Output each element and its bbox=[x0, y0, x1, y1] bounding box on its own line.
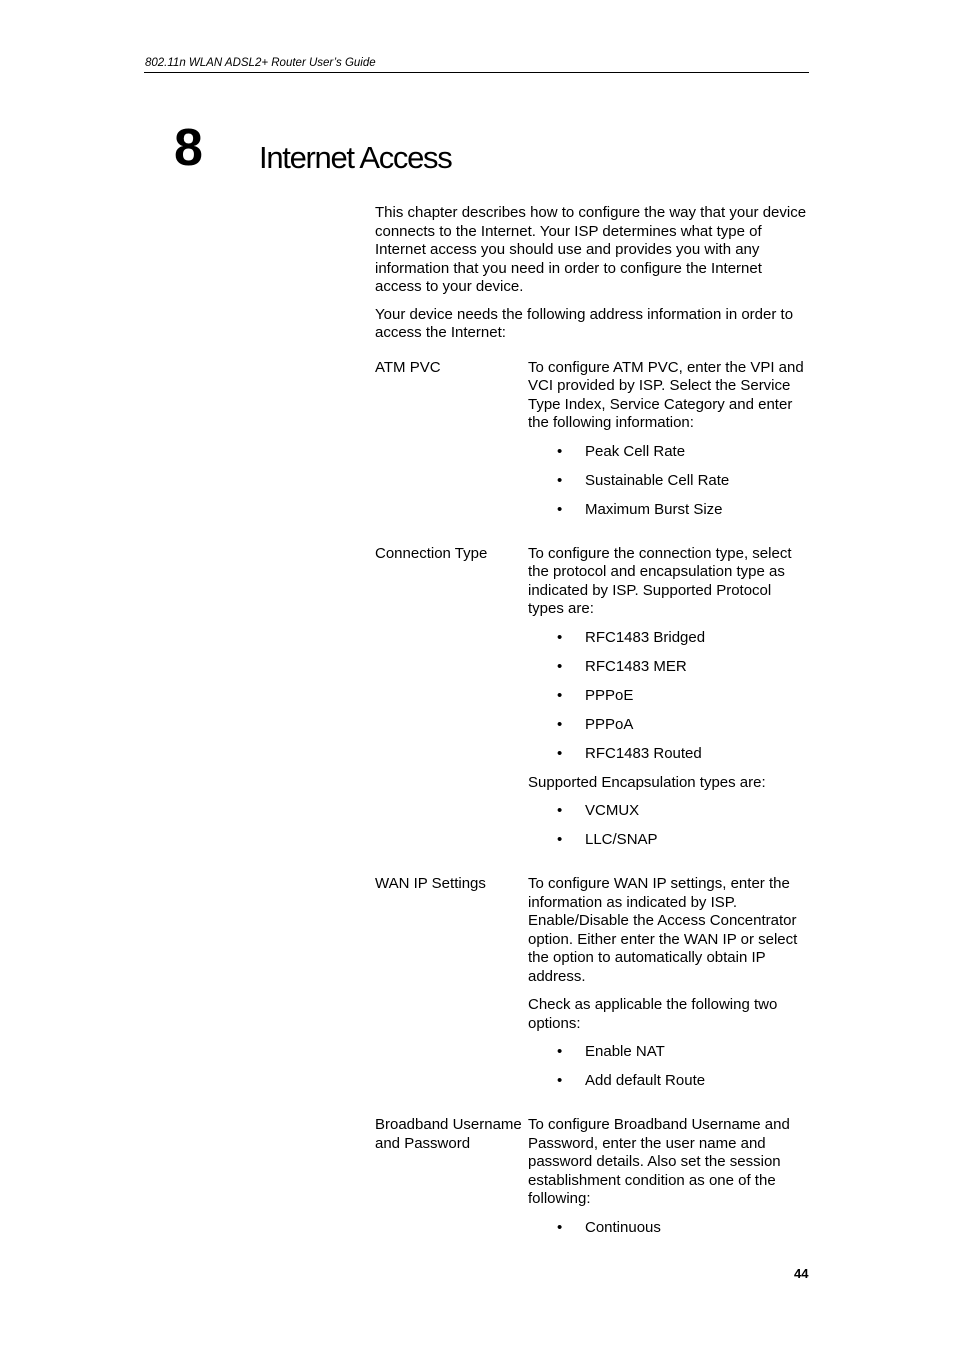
header-rule bbox=[144, 72, 809, 73]
running-header: 802.11n WLAN ADSL2+ Router User’s Guide bbox=[145, 57, 376, 69]
list-item: • Sustainable Cell Rate bbox=[557, 471, 730, 489]
list-item: • RFC1483 MER bbox=[557, 657, 687, 675]
bullet-list bbox=[528, 629, 810, 764]
list-item: • Peak Cell Rate bbox=[557, 442, 686, 460]
chapter-title: Internet Access bbox=[259, 140, 452, 175]
page-number: 44 bbox=[794, 1266, 809, 1281]
definition-term: Broadband Username and Password bbox=[375, 1116, 522, 1152]
definition-entry-atm-pvc bbox=[375, 359, 810, 530]
list-item: • RFC1483 Routed bbox=[557, 744, 702, 762]
definition-description bbox=[528, 359, 810, 530]
definition-entry-connection-type bbox=[375, 545, 810, 861]
definition-entry-broadband-credentials bbox=[375, 1116, 810, 1248]
definition-description bbox=[528, 1116, 810, 1248]
definition-description bbox=[528, 545, 810, 861]
bullet-icon: • bbox=[557, 1072, 563, 1089]
bullet-icon: • bbox=[557, 500, 563, 518]
bullet-icon: • bbox=[557, 657, 563, 675]
list-item: • Add default Route bbox=[557, 1072, 706, 1089]
bullet-icon: • bbox=[557, 442, 563, 460]
chapter-body bbox=[375, 204, 810, 1248]
description-paragraph: To configure ATM PVC, enter the VPI and VCI provided by ISP. Select the Service Type Index, Service Category and enter the following information: bbox=[528, 358, 804, 431]
list-item: • RFC1483 Bridged bbox=[557, 628, 706, 646]
description-paragraph: Supported Encapsulation types are: bbox=[528, 773, 766, 791]
chapter-number: 8 bbox=[174, 119, 203, 177]
list-item: • Continuous bbox=[557, 1218, 661, 1236]
list-item: • Maximum Burst Size bbox=[557, 500, 723, 518]
bullet-icon: • bbox=[557, 1218, 563, 1236]
bullet-list bbox=[528, 1043, 810, 1091]
bullet-list bbox=[528, 443, 810, 520]
bullet-icon: • bbox=[557, 1043, 563, 1060]
bullet-list bbox=[528, 802, 810, 850]
bullet-list bbox=[528, 1219, 810, 1238]
bullet-icon: • bbox=[557, 715, 563, 733]
intro-paragraph: This chapter describes how to configure the way that your device connects to the Internet. Your ISP determines what type of Internet access you should use and provides you with any information that you need in order to configure the Internet access to your device. bbox=[375, 204, 807, 295]
definition-term: WAN IP Settings bbox=[375, 875, 486, 892]
bullet-icon: • bbox=[557, 628, 563, 646]
definition-term: ATM PVC bbox=[375, 358, 441, 376]
definition-entry-wan-ip-settings bbox=[375, 875, 810, 1101]
intro-paragraph: Your device needs the following address information in order to access the Internet: bbox=[375, 305, 794, 341]
description-paragraph: To configure the connection type, select the protocol and encapsulation type as indicated by ISP. Supported Protocol types are: bbox=[528, 544, 792, 617]
bullet-icon: • bbox=[557, 802, 563, 819]
description-paragraph: To configure WAN IP settings, enter the information as indicated by ISP. Enable/Disable the Access Concentrator option. Either enter the WAN IP or select the option to automatically obtain IP address. bbox=[528, 875, 798, 985]
definition-term: Connection Type bbox=[375, 544, 488, 562]
bullet-icon: • bbox=[557, 831, 563, 848]
bullet-icon: • bbox=[557, 744, 563, 762]
list-item: • PPPoA bbox=[557, 715, 634, 733]
definition-description bbox=[528, 875, 810, 1101]
bullet-icon: • bbox=[557, 686, 563, 704]
description-paragraph: Check as applicable the following two options: bbox=[528, 996, 778, 1032]
description-paragraph: To configure Broadband Username and Password, enter the user name and password details. Also set the session establishment condition as one of the following: bbox=[528, 1116, 790, 1207]
bullet-icon: • bbox=[557, 471, 563, 489]
list-item: • VCMUX bbox=[557, 802, 640, 819]
list-item: • Enable NAT bbox=[557, 1043, 665, 1060]
list-item: • LLC/SNAP bbox=[557, 831, 658, 848]
list-item: • PPPoE bbox=[557, 686, 634, 704]
